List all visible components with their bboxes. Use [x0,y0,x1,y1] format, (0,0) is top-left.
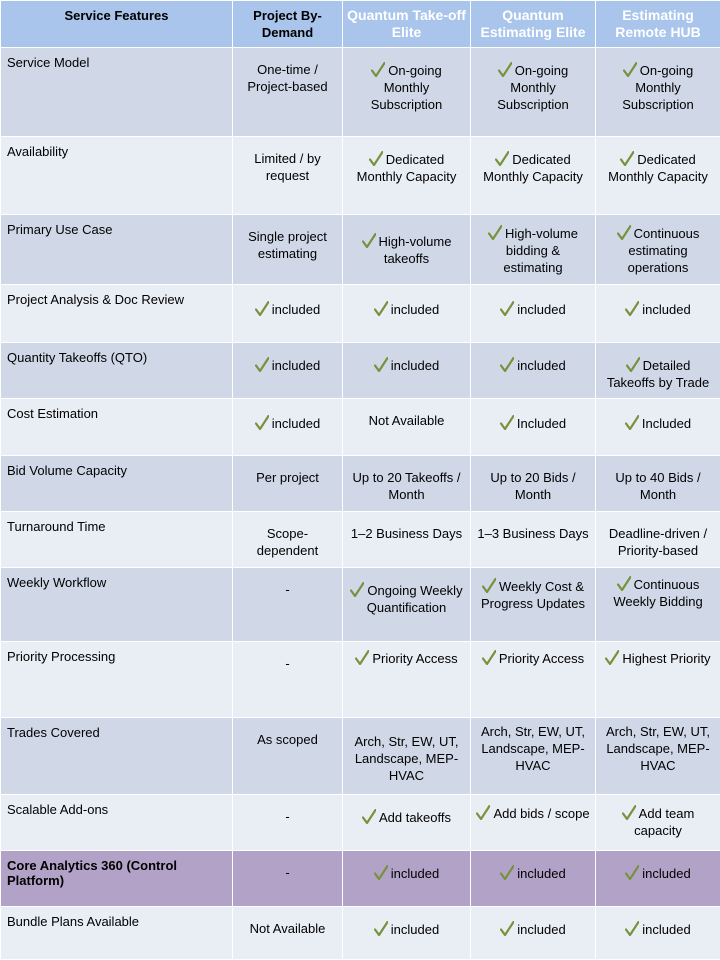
table-row [1,718,720,795]
value-cell [343,215,471,285]
value-text: included [642,302,691,317]
feature-label: Bid Volume Capacity [1,456,233,512]
value-text: Add takeoffs [378,810,452,825]
table-row [1,285,720,343]
value-cell [233,343,343,399]
value-text: included [390,922,440,937]
check-icon [605,650,619,665]
value-cell [233,851,343,907]
check-icon [374,357,388,372]
check-icon [623,62,637,77]
check-icon [488,225,502,240]
value-cell [343,795,471,851]
value-text: On-going Monthly Subscription [370,63,443,112]
value-cell [471,399,596,456]
check-icon [500,301,514,316]
value-text: included [271,302,321,317]
value-cell [233,456,343,512]
value-cell [596,568,720,642]
check-icon [362,809,376,824]
value-cell [343,343,471,399]
check-icon [500,415,514,430]
table-row [1,48,720,137]
table-row [1,343,720,399]
header-project-by-demand: Project By-Demand [233,1,343,48]
table-row [1,642,720,718]
value-text: Priority Access [372,651,458,666]
value-text: Single project estimating [248,229,327,261]
value-text: Not Available [249,921,326,936]
value-text: High-volume takeoffs [378,234,452,266]
value-cell [343,568,471,642]
check-icon [500,865,514,880]
table-row [1,851,720,907]
value-text: included [517,302,566,317]
value-cell [233,907,343,960]
value-cell [471,795,596,851]
value-text: Scope-dependent [256,526,319,558]
value-text: included [517,358,566,373]
value-text: Detailed Takeoffs by Trade [606,358,710,390]
value-text: Arch, Str, EW, UT, Landscape, MEP-HVAC [605,724,711,773]
value-cell [471,215,596,285]
value-text: included [642,922,691,937]
value-text: Limited / by request [254,151,321,183]
check-icon [500,357,514,372]
value-text: As scoped [257,732,318,747]
value-cell [233,285,343,343]
check-icon [255,357,269,372]
feature-label: Service Model [1,48,233,137]
value-cell [343,137,471,215]
feature-label: Project Analysis & Doc Review [1,285,233,343]
feature-label: Turnaround Time [1,512,233,568]
check-icon [355,650,369,665]
value-text: 1–3 Business Days [477,526,589,541]
feature-label: Trades Covered [1,718,233,795]
value-text: Arch, Str, EW, UT, Landscape, MEP-HVAC [480,724,586,773]
value-cell [596,907,720,960]
value-text: Add bids / scope [493,806,590,821]
header-row [1,1,720,48]
value-cell [471,568,596,642]
value-text: included [390,302,440,317]
value-text: Up to 40 Bids / Month [615,470,701,502]
check-icon [482,578,496,593]
value-text: Arch, Str, EW, UT, Landscape, MEP-HVAC [354,734,459,783]
value-cell [233,137,343,215]
value-cell [596,137,720,215]
table-row [1,568,720,642]
value-cell [596,718,720,795]
table-row [1,512,720,568]
value-text: included [642,866,691,881]
value-cell [471,285,596,343]
value-text: Not Available [368,413,445,428]
value-cell [343,907,471,960]
value-text: 1–2 Business Days [350,526,463,541]
value-cell [343,851,471,907]
check-icon [476,805,490,820]
check-icon [495,151,509,166]
table-row [1,215,720,285]
table-row [1,399,720,456]
value-text: - [285,582,290,597]
table-row [1,137,720,215]
check-icon [255,415,269,430]
value-text: - [285,809,290,824]
check-icon [617,576,631,591]
check-icon [617,225,631,240]
value-cell [471,48,596,137]
value-cell [596,48,720,137]
value-text: Ongoing Weekly Quantification [366,583,463,615]
value-text: Deadline-driven / Priority-based [608,526,708,558]
value-cell [343,399,471,456]
value-cell [596,795,720,851]
value-text: Included [641,416,692,431]
table-row [1,907,720,960]
value-cell [596,285,720,343]
value-text: Per project [256,470,319,485]
value-text: included [517,866,566,881]
check-icon [625,865,639,880]
check-icon [374,865,388,880]
value-text: included [271,416,321,431]
value-text: High-volume bidding & estimating [503,226,578,275]
value-text: Up to 20 Takeoffs / Month [352,470,461,502]
value-text: Up to 20 Bids / Month [490,470,576,502]
header-quantum-estimating-elite: Quantum Estimating Elite [471,1,596,48]
value-cell [596,642,720,718]
value-cell [343,642,471,718]
value-text: included [517,922,566,937]
header-quantum-takeoff-elite: Quantum Take-off Elite [343,1,471,48]
header-service-features: Service Features [1,1,233,48]
header-estimating-remote-hub: Estimating Remote HUB [596,1,720,48]
value-cell [233,215,343,285]
value-text: included [390,358,440,373]
value-cell [471,343,596,399]
value-cell [471,642,596,718]
value-text: included [271,358,321,373]
feature-label: Priority Processing [1,642,233,718]
value-cell [596,399,720,456]
table-row [1,456,720,512]
feature-label: Availability [1,137,233,215]
value-text: Weekly Cost & Progress Updates [480,579,586,611]
value-cell [233,795,343,851]
value-cell [471,512,596,568]
check-icon [625,301,639,316]
check-icon [500,921,514,936]
value-cell [596,215,720,285]
value-text: Dedicated Monthly Capacity [483,152,583,184]
value-cell [343,285,471,343]
value-cell [471,137,596,215]
check-icon [482,650,496,665]
check-icon [255,301,269,316]
check-icon [362,233,376,248]
value-text: On-going Monthly Subscription [622,63,694,112]
check-icon [622,805,636,820]
value-cell [233,512,343,568]
check-icon [371,62,385,77]
feature-label: Cost Estimation [1,399,233,456]
value-cell [233,642,343,718]
check-icon [620,151,634,166]
table-row [1,795,720,851]
value-text: Priority Access [498,651,585,666]
value-cell [233,718,343,795]
feature-label: Bundle Plans Available [1,907,233,960]
value-cell [233,568,343,642]
value-text: Highest Priority [622,651,711,666]
value-text: included [390,866,440,881]
check-icon [374,921,388,936]
feature-label: Core Analytics 360 (Control Platform) [1,851,233,907]
value-cell [233,399,343,456]
value-cell [596,851,720,907]
feature-label: Scalable Add-ons [1,795,233,851]
value-cell [596,512,720,568]
check-icon [625,921,639,936]
value-cell [471,907,596,960]
feature-label: Primary Use Case [1,215,233,285]
value-cell [596,343,720,399]
value-text: Included [516,416,567,431]
check-icon [498,62,512,77]
feature-label: Quantity Takeoffs (QTO) [1,343,233,399]
check-icon [626,357,640,372]
value-cell [343,456,471,512]
value-cell [343,48,471,137]
value-text: Continuous estimating operations [627,226,700,275]
value-cell [471,456,596,512]
value-text: - [285,656,290,671]
check-icon [374,301,388,316]
value-text: Continuous Weekly Bidding [613,577,703,609]
value-text: - [285,865,290,880]
value-cell [471,718,596,795]
value-cell [343,512,471,568]
value-cell [596,456,720,512]
value-text: Dedicated Monthly Capacity [608,152,708,184]
feature-label: Weekly Workflow [1,568,233,642]
value-cell [343,718,471,795]
value-cell [233,48,343,137]
value-text: Add team capacity [634,806,695,838]
check-icon [369,151,383,166]
value-text: Dedicated Monthly Capacity [356,152,457,184]
check-icon [350,582,364,597]
check-icon [625,415,639,430]
value-text: On-going Monthly Subscription [497,63,569,112]
value-cell [471,851,596,907]
value-text: One-time / Project-based [247,62,328,94]
